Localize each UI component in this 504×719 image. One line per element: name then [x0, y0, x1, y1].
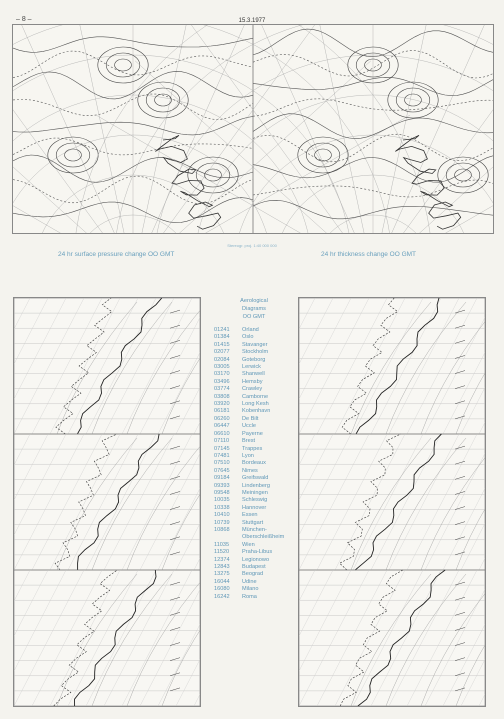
wind-barb	[455, 522, 465, 525]
diagram-panel-right	[299, 298, 485, 706]
isotherm	[14, 298, 66, 434]
station-name: Beograd	[242, 571, 264, 578]
dewpoint-profile	[56, 298, 112, 434]
latitude-circle	[13, 95, 313, 233]
station-row	[214, 394, 294, 401]
diagram-frame	[299, 298, 485, 434]
adiabat	[456, 302, 485, 434]
wind-barb	[170, 355, 180, 358]
isotherm	[14, 570, 30, 706]
pressure-centre	[196, 163, 230, 187]
wind-barb	[455, 597, 465, 600]
wind-barb	[170, 582, 180, 585]
wind-barb	[170, 597, 180, 600]
isotherm	[299, 298, 351, 434]
station-name: Camborne	[242, 393, 269, 400]
pressure-thickness-maps	[13, 25, 493, 233]
isotherm	[299, 298, 315, 434]
wind-barb	[455, 643, 465, 646]
station-row	[214, 423, 294, 430]
meridian-line	[13, 115, 133, 233]
station-name: Orland	[242, 327, 259, 333]
station-code: 12843	[214, 564, 230, 570]
adiabat	[57, 574, 137, 706]
station-row	[214, 460, 294, 467]
station-row	[214, 357, 294, 364]
station-name: Shanwell	[242, 371, 265, 378]
isotherm	[479, 434, 485, 570]
pressure-centre	[405, 94, 422, 106]
station-code: 10035	[214, 497, 230, 504]
latitude-circle	[73, 25, 493, 233]
meridian-line	[373, 25, 493, 233]
adiabat	[456, 438, 485, 570]
wind-barb	[455, 582, 465, 585]
station-code: 10338	[214, 504, 230, 511]
isotherm	[14, 298, 84, 434]
diagram-frame	[299, 570, 485, 706]
isotherm	[104, 434, 174, 570]
isotherm	[461, 434, 485, 570]
diagram-frame	[14, 570, 200, 706]
wind-barb	[455, 310, 465, 313]
station-name: Schleswig	[242, 497, 268, 504]
station-row	[214, 512, 294, 519]
coastline	[155, 135, 220, 229]
station-row	[214, 386, 294, 393]
station-name: Hannover	[242, 504, 267, 511]
isotherm	[68, 570, 138, 706]
meridian-line	[133, 25, 263, 233]
station-code: 09184	[214, 475, 230, 482]
station-row	[214, 549, 294, 556]
station-name: Stavanger	[242, 341, 268, 348]
station-row	[214, 371, 294, 378]
station-code: 06181	[214, 408, 230, 415]
dewpoint-profile	[55, 434, 117, 570]
station-name: Lindenberg	[242, 482, 270, 489]
station-row	[214, 542, 294, 549]
station-row	[214, 483, 294, 490]
station-code: 03005	[214, 364, 230, 371]
station-row	[214, 342, 294, 349]
isotherm	[335, 298, 405, 434]
wind-barb	[170, 461, 180, 464]
meridian-line	[373, 115, 493, 233]
station-code: 11520	[214, 549, 230, 556]
isotherm	[122, 434, 192, 570]
station-code: 01241	[214, 327, 230, 333]
wind-barb	[455, 491, 465, 494]
isotherm	[317, 298, 387, 434]
station-name: Uccle	[242, 423, 256, 430]
isotherm	[299, 434, 351, 570]
pressure-centre	[455, 169, 472, 181]
caption-thickness-change: 24 hr thickness change OO GMT	[321, 251, 417, 258]
adiabat	[386, 438, 466, 570]
pressure-centre	[315, 149, 332, 161]
caption-pressure-change: 24 hr surface pressure change OO GMT	[58, 251, 175, 258]
station-code: 03920	[214, 401, 230, 408]
station-code: 03774	[214, 386, 230, 393]
isotherm	[299, 434, 369, 570]
isotherm	[389, 434, 459, 570]
station-row	[214, 438, 294, 445]
station-name: Brest	[242, 438, 256, 445]
meridian-line	[306, 25, 373, 233]
isotherm	[14, 570, 84, 706]
isotherm	[371, 298, 441, 434]
meridian-line	[13, 61, 133, 233]
temperature-profile	[356, 298, 439, 434]
isotherm	[317, 570, 387, 706]
station-row	[214, 431, 294, 438]
station-code: 10739	[214, 519, 230, 526]
isotherm	[32, 434, 102, 570]
isotherm	[122, 298, 192, 434]
station-code: 07645	[214, 467, 230, 474]
page-date: 15.3.1977	[238, 18, 266, 24]
isotherm	[50, 298, 120, 434]
station-name: Budapest	[242, 564, 266, 570]
wind-barb	[455, 386, 465, 389]
wind-barb	[455, 552, 465, 555]
station-name: Nimes	[242, 467, 258, 474]
isotherm	[176, 298, 200, 434]
pressure-centre	[48, 137, 98, 173]
station-name: Hemsby	[242, 378, 263, 385]
diagram-frame	[14, 434, 200, 570]
wind-barb	[455, 507, 465, 510]
station-row	[214, 475, 294, 482]
wind-barb	[455, 658, 465, 661]
temperature-profile	[358, 570, 445, 706]
page-number: – 8 –	[16, 16, 32, 23]
adiabat	[162, 438, 200, 570]
projection-note: Stereogr. proj. 1:40 000 000	[227, 243, 277, 248]
station-row	[214, 497, 294, 504]
station-name: Essen	[242, 512, 258, 519]
station-code: 07110	[214, 438, 230, 445]
wind-barb	[170, 491, 180, 494]
pressure-centre	[98, 47, 148, 83]
isotherm	[122, 570, 192, 706]
meridian-line	[185, 25, 373, 233]
station-row	[214, 453, 294, 460]
legend-title: Aerological	[240, 298, 268, 304]
station-name: Lerwick	[242, 364, 261, 371]
station-name: Wien	[242, 541, 255, 548]
isotherm	[479, 570, 485, 706]
isotherm	[32, 298, 102, 434]
wind-barb	[170, 522, 180, 525]
station-list	[214, 327, 294, 601]
isotherm	[86, 298, 156, 434]
isotherm	[14, 298, 30, 434]
wind-barb	[455, 446, 465, 449]
station-name: Roma	[242, 593, 257, 600]
pressure-centre	[438, 157, 488, 193]
station-name: Milano	[242, 586, 259, 593]
station-row	[214, 586, 294, 593]
station-code: 03808	[214, 393, 230, 400]
station-row	[214, 446, 294, 453]
station-code: 16044	[214, 578, 230, 585]
isotherm	[461, 298, 485, 434]
station-row	[214, 468, 294, 475]
station-code: 02084	[214, 356, 230, 363]
station-row	[214, 571, 294, 578]
station-name: Trappes	[242, 445, 263, 452]
wind-barb	[455, 627, 465, 630]
adiabat	[57, 302, 137, 434]
station-code: 12374	[214, 556, 230, 563]
station-row	[214, 349, 294, 356]
legend-time: OO GMT	[242, 314, 266, 320]
station-name: München- Oberschleißheim	[242, 526, 285, 541]
station-row	[214, 490, 294, 497]
adiabat	[456, 574, 485, 706]
station-row	[214, 579, 294, 586]
pressure-centre	[188, 157, 238, 193]
station-name: Crawley	[242, 386, 263, 393]
station-name: Stockholm	[242, 349, 269, 356]
aerological-diagrams-left	[13, 297, 201, 707]
isotherm	[371, 434, 441, 570]
wind-barb	[170, 386, 180, 389]
wind-barb	[170, 688, 180, 691]
change-maps	[12, 24, 494, 234]
wind-barb	[170, 658, 180, 661]
wind-barb	[455, 416, 465, 419]
wind-barb	[170, 627, 180, 630]
isotherm	[389, 570, 459, 706]
station-name: Praha-Libus	[242, 549, 273, 556]
coastline	[395, 135, 460, 229]
station-code: 07510	[214, 460, 230, 467]
wind-barb	[455, 688, 465, 691]
wind-barb	[455, 461, 465, 464]
station-legend	[214, 297, 294, 601]
station-name: De Bilt	[242, 415, 259, 422]
aerological-diagrams-right	[298, 297, 486, 707]
pressure-centre	[396, 88, 430, 112]
temperature-profile	[75, 570, 157, 706]
isotherm	[299, 570, 315, 706]
wind-barb	[170, 416, 180, 419]
station-code: 07481	[214, 452, 230, 459]
station-row	[214, 379, 294, 386]
isotherm	[425, 570, 485, 706]
station-name: Oslo	[242, 334, 254, 341]
station-code: 01415	[214, 341, 230, 348]
diagram-frame	[299, 434, 485, 570]
isotherm	[353, 298, 423, 434]
station-name: Greifswald	[242, 475, 269, 482]
isotherm	[299, 434, 315, 570]
station-code: 01384	[214, 334, 230, 341]
wind-barb	[455, 355, 465, 358]
legend-subtitle: Diagrams	[242, 306, 266, 312]
isotherm	[14, 434, 84, 570]
isotherm	[299, 570, 351, 706]
wind-barb	[455, 340, 465, 343]
pressure-centre	[446, 163, 480, 187]
station-code: 02077	[214, 349, 230, 356]
diagram-frame	[14, 298, 200, 434]
wind-barb	[170, 507, 180, 510]
isotherm	[461, 570, 485, 706]
station-code: 10868	[214, 526, 230, 533]
station-row	[214, 408, 294, 415]
wind-barb	[455, 325, 465, 328]
station-row	[214, 401, 294, 408]
isotherm	[14, 570, 66, 706]
station-code: 03170	[214, 371, 230, 378]
station-row	[214, 334, 294, 341]
station-name: Payerne	[242, 430, 263, 437]
station-name: Long Kesh	[242, 401, 269, 408]
isotherm	[32, 570, 102, 706]
isotherm	[14, 434, 66, 570]
meridian-line	[66, 25, 133, 233]
station-code: 10410	[214, 512, 230, 519]
isotherm	[104, 298, 174, 434]
station-name: Goteborg	[242, 356, 266, 363]
station-code: 06447	[214, 423, 230, 430]
meridian-line	[373, 25, 440, 233]
station-row	[214, 364, 294, 371]
station-row	[214, 416, 294, 423]
station-name: Bordeaux	[242, 460, 266, 467]
wind-barb	[455, 612, 465, 615]
dewpoint-profile	[54, 570, 118, 706]
adiabat	[386, 574, 466, 706]
station-row	[214, 520, 294, 527]
isotherm	[86, 434, 156, 570]
latitude-circle	[113, 25, 493, 233]
wind-barb	[170, 643, 180, 646]
meridian-line	[133, 25, 200, 233]
station-code: 06260	[214, 415, 230, 422]
isotherm	[371, 570, 441, 706]
station-name: Meiningen	[242, 489, 268, 496]
adiabat	[57, 438, 137, 570]
adiabat	[386, 302, 466, 434]
pressure-centre	[306, 143, 340, 167]
adiabat	[162, 302, 200, 434]
station-code: 09548	[214, 489, 230, 496]
station-row	[214, 594, 294, 601]
station-code: 07145	[214, 445, 230, 452]
station-code: 13275	[214, 571, 230, 578]
station-name: Legionowo	[242, 556, 270, 563]
temperature-profile	[355, 434, 441, 570]
isotherm	[317, 434, 387, 570]
pressure-centre	[65, 149, 82, 161]
station-name: Kobenhavn	[242, 408, 271, 415]
station-name: Stuttgart	[242, 519, 264, 526]
station-name: Lyon	[242, 452, 254, 459]
isotherm	[353, 570, 423, 706]
meridian-line	[243, 25, 373, 233]
isotherm	[68, 298, 138, 434]
adiabat	[162, 574, 200, 706]
isotherm	[335, 434, 405, 570]
station-code: 06610	[214, 430, 230, 437]
isotherm	[299, 570, 369, 706]
wind-barb	[170, 325, 180, 328]
wind-barb	[170, 446, 180, 449]
station-code: 16242	[214, 593, 230, 600]
station-name: Udine	[242, 578, 257, 585]
isotherm	[176, 570, 200, 706]
station-row	[214, 505, 294, 512]
wind-barb	[170, 310, 180, 313]
latitude-circle	[193, 95, 493, 233]
wind-barb	[455, 476, 465, 479]
isotherm	[389, 298, 459, 434]
dewpoint-profile	[340, 570, 403, 706]
pressure-centre	[106, 53, 140, 77]
station-row	[214, 557, 294, 564]
temperature-profile	[78, 434, 160, 570]
station-code: 09393	[214, 482, 230, 489]
station-code: 16080	[214, 586, 230, 593]
station-row	[214, 527, 294, 542]
wind-barb	[170, 552, 180, 555]
pressure-centre	[115, 59, 132, 71]
station-code: 03496	[214, 378, 230, 385]
station-row	[214, 327, 294, 334]
station-row	[214, 564, 294, 571]
isotherm	[176, 434, 200, 570]
isotherm	[14, 434, 30, 570]
wind-barb	[455, 371, 465, 374]
diagram-panel-left	[14, 298, 200, 706]
wind-barb	[170, 371, 180, 374]
station-code: 11035	[214, 541, 230, 548]
pressure-centre	[155, 94, 172, 106]
isotherm	[479, 298, 485, 434]
meridian-line	[373, 25, 493, 233]
